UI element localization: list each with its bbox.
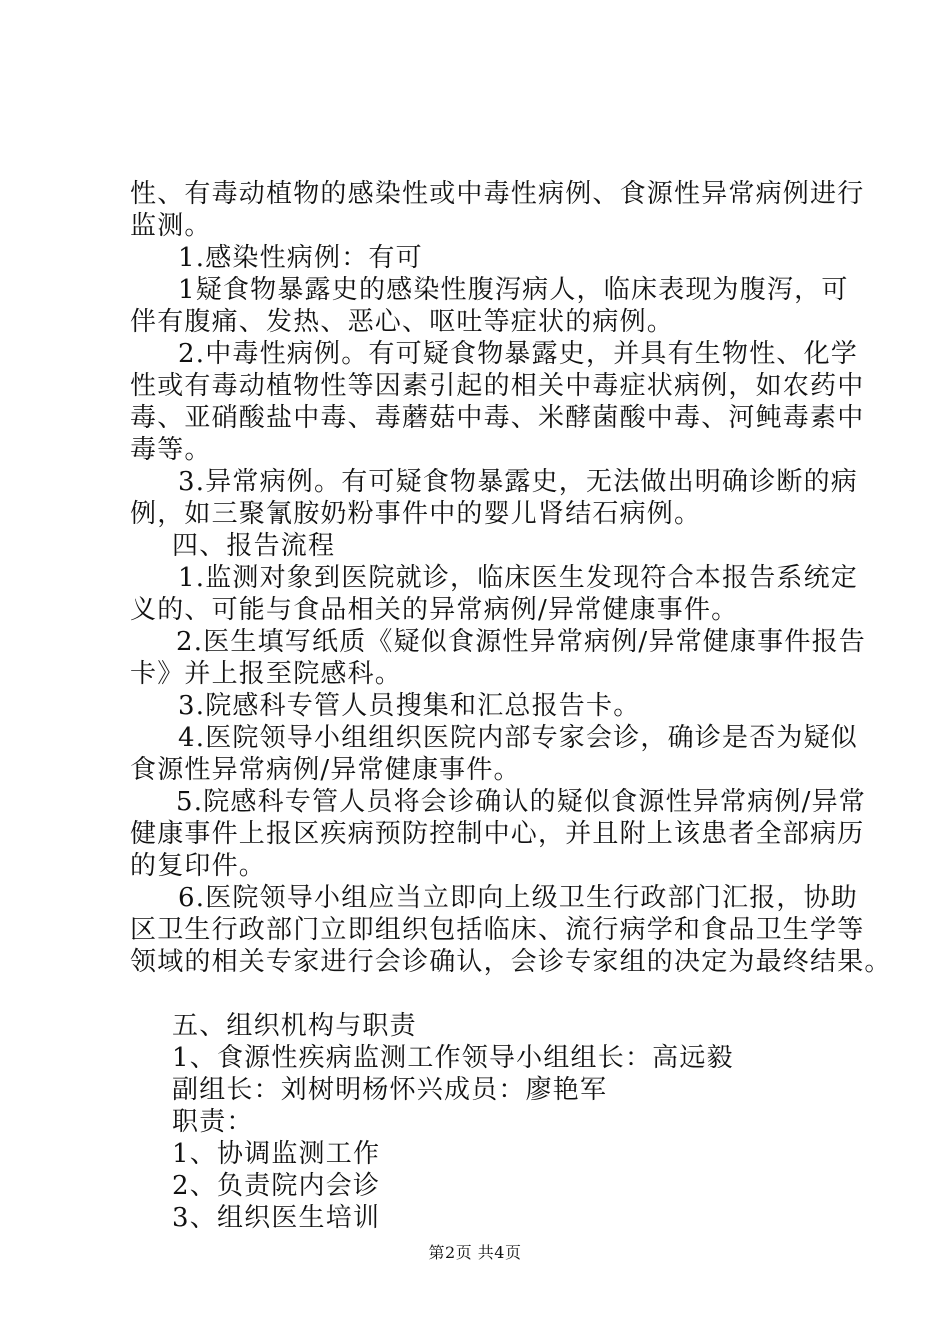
text-line: 伴有腹痛、发热、恶心、呕吐等症状的病例。 <box>130 307 675 337</box>
text-line: 毒等。 <box>130 435 212 465</box>
text-line: 3、组织医生培训 <box>172 1203 381 1233</box>
section-heading: 四、报告流程 <box>172 531 336 561</box>
text-line: 5.院感科专管人员将会诊确认的疑似食源性异常病例/异常 <box>176 787 866 817</box>
section-heading: 五、组织机构与职责 <box>172 1011 417 1041</box>
text-line: 义的、可能与食品相关的异常病例/异常健康事件。 <box>130 595 739 625</box>
text-line: 2、负责院内会诊 <box>172 1171 381 1201</box>
text-line: 性或有毒动植物性等因素引起的相关中毒症状病例，如农药中 <box>130 371 865 401</box>
page-indicator: 第2页 共4页 <box>428 1243 522 1262</box>
text-line: 3.院感科专管人员搜集和汇总报告卡。 <box>178 691 641 721</box>
text-line: 例，如三聚氰胺奶粉事件中的婴儿肾结石病例。 <box>130 499 702 529</box>
text-line: 6.医院领导小组应当立即向上级卫生行政部门汇报，协助 <box>178 883 859 913</box>
text-line: 监测。 <box>130 211 212 241</box>
text-line: 1、协调监测工作 <box>172 1139 381 1169</box>
text-line: 2.医生填写纸质《疑似食源性异常病例/异常健康事件报告 <box>176 627 866 657</box>
text-line: 职责： <box>172 1107 254 1137</box>
text-line: 卡》并上报至院感科。 <box>130 659 403 689</box>
text-line: 2.中毒性病例。有可疑食物暴露史，并具有生物性、化学 <box>178 339 859 369</box>
text-line: 区卫生行政部门立即组织包括临床、流行病学和食品卫生学等 <box>130 915 865 945</box>
text-line: 性、有毒动植物的感染性或中毒性病例、食源性异常病例进行 <box>130 179 865 209</box>
text-line: 毒、亚硝酸盐中毒、毒蘑菇中毒、米酵菌酸中毒、河鲀毒素中 <box>130 403 865 433</box>
text-line: 领域的相关专家进行会诊确认，会诊专家组的决定为最终结果。 <box>130 947 892 977</box>
text-line: 食源性异常病例/异常健康事件。 <box>130 755 521 785</box>
text-line: 的复印件。 <box>130 851 267 881</box>
text-line: 1.感染性病例：有可 <box>178 243 423 273</box>
text-line: 1疑食物暴露史的感染性腹泻病人，临床表现为腹泻，可 <box>178 275 849 305</box>
text-line: 3.异常病例。有可疑食物暴露史，无法做出明确诊断的病 <box>178 467 859 497</box>
text-line: 1.监测对象到医院就诊，临床医生发现符合本报告系统定 <box>178 563 859 593</box>
text-line: 健康事件上报区疾病预防控制中心，并且附上该患者全部病历 <box>130 819 865 849</box>
text-line: 4.医院领导小组组织医院内部专家会诊，确诊是否为疑似 <box>178 723 859 753</box>
text-line: 1、食源性疾病监测工作领导小组组长：高远毅 <box>172 1043 734 1073</box>
text-line: 副组长：刘树明杨怀兴成员：廖艳军 <box>172 1075 608 1105</box>
